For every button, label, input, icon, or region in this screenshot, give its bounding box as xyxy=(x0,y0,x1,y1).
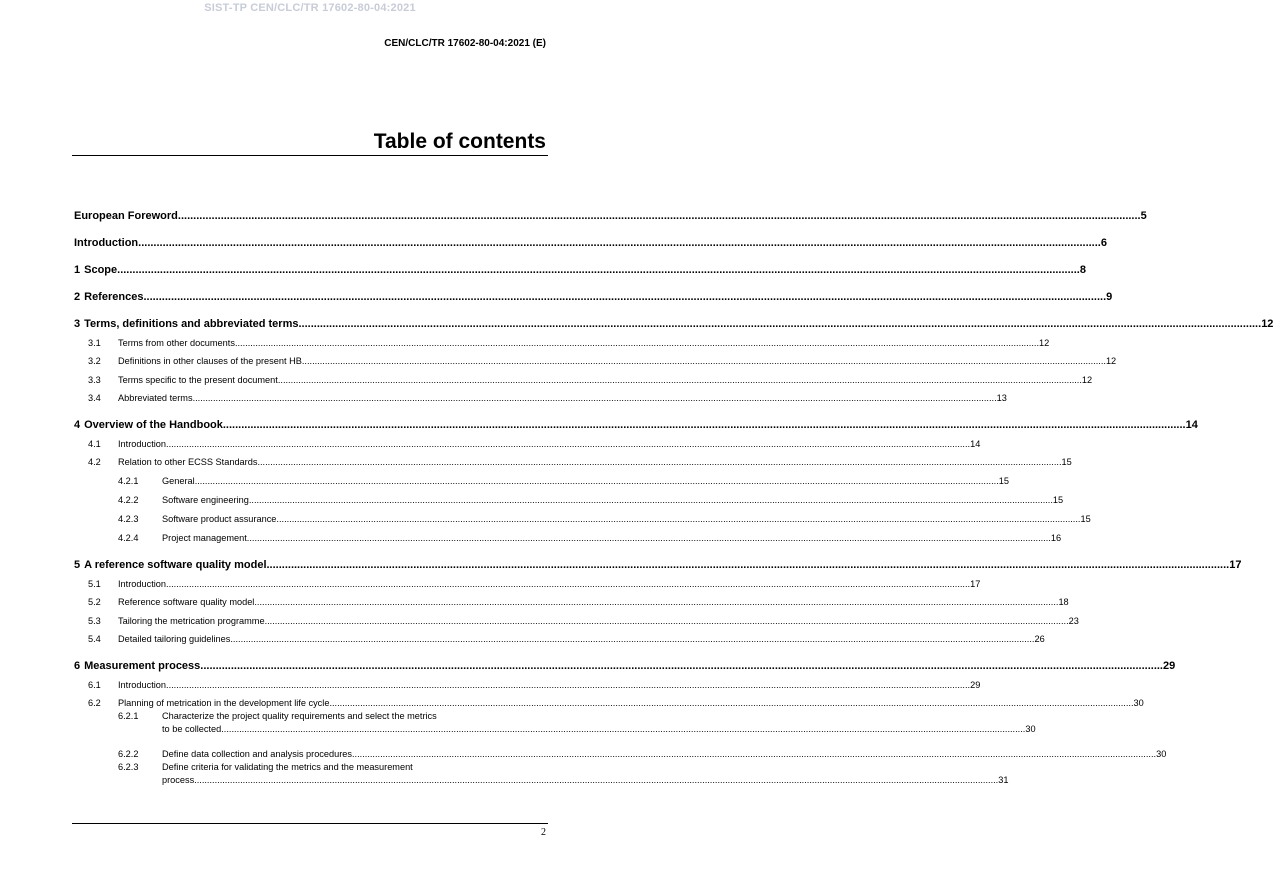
toc-entry[interactable] xyxy=(74,304,1273,331)
toc-entry-page: 30 xyxy=(1025,724,1036,734)
toc-entry-page: 6 xyxy=(1100,237,1107,249)
toc-entry-label: Scope xyxy=(84,264,118,276)
toc-leader-dots xyxy=(194,774,998,787)
toc-entry-page: 12 xyxy=(1105,356,1117,366)
page-title: Table of contents xyxy=(373,130,546,153)
page-number: 2 xyxy=(541,827,546,838)
toc-entry-label: A reference software quality model xyxy=(84,559,267,571)
title-divider xyxy=(72,155,548,156)
toc-leader-dots xyxy=(178,210,1141,223)
toc-entry-number: 4.1 xyxy=(88,438,101,449)
toc-entry-label: Project management xyxy=(162,533,247,543)
toc-entry-page: 13 xyxy=(996,393,1007,403)
toc-entry-page: 14 xyxy=(1185,419,1198,431)
toc-leader-dots xyxy=(352,748,1156,761)
toc-entry-label: Overview of the Handbook xyxy=(84,419,223,431)
toc-leader-dots xyxy=(302,355,1106,368)
document-id-header: CEN/CLC/TR 17602-80-04:2021 (E) xyxy=(384,38,546,49)
toc-entry-label: Measurement process xyxy=(84,660,201,672)
toc-leader-dots xyxy=(193,392,997,405)
toc-entry-page: 5 xyxy=(1140,210,1147,222)
toc-entry-number: 6 xyxy=(74,660,81,672)
toc-entry-label: Definitions in other clauses of the present HB xyxy=(118,356,302,366)
toc-leader-dots xyxy=(138,237,1101,250)
toc-entry-number: 4.2 xyxy=(88,457,101,467)
toc-entry[interactable] xyxy=(74,488,1064,507)
toc-entry-label: Terms from other documents xyxy=(118,337,235,348)
toc-entry[interactable] xyxy=(74,545,1242,572)
toc-entry-number: 1 xyxy=(74,264,81,276)
toc-entry-label: References xyxy=(84,291,144,303)
toc-entry-number: 3 xyxy=(74,318,81,330)
toc-entry[interactable] xyxy=(74,277,1113,304)
toc-entry-number: 5.1 xyxy=(88,578,101,589)
toc-entry-page: 15 xyxy=(998,476,1009,486)
toc-entry[interactable] xyxy=(74,742,1167,761)
toc-entry-label: Terms specific to the present document xyxy=(118,374,278,385)
watermark: SIST-TP CEN/CLC/TR 17602-80-04:2021 xyxy=(204,2,416,14)
toc-entry-page: 29 xyxy=(1163,660,1176,672)
toc-entry-page: 29 xyxy=(970,679,981,690)
toc-entry[interactable] xyxy=(74,609,1079,628)
toc-entry-page: 12 xyxy=(1081,374,1093,385)
toc-entry-label: Software engineering xyxy=(162,495,249,505)
toc-leader-dots xyxy=(267,559,1230,572)
toc-entry-number: 5.4 xyxy=(88,634,101,644)
toc-entry-page: 15 xyxy=(1052,495,1064,505)
toc-entry-number: 4.2.2 xyxy=(118,495,139,505)
table-of-contents xyxy=(74,196,1273,793)
toc-entry-label: Introduction xyxy=(74,237,139,249)
toc-entry-label: Define data collection and analysis procedures xyxy=(162,749,352,759)
toc-entry-page: 17 xyxy=(970,578,981,589)
toc-entry-label: Reference software quality model xyxy=(118,597,255,607)
toc-entry-number: 6.2.1 xyxy=(118,711,139,721)
toc-entry-label: Terms, definitions and abbreviated terms xyxy=(84,318,299,330)
toc-entry[interactable] xyxy=(74,761,1009,793)
toc-leader-dots xyxy=(143,291,1106,304)
toc-entry-page: 17 xyxy=(1229,559,1242,571)
toc-leader-dots xyxy=(247,532,1051,545)
toc-entry-label: Relation to other ECSS Standards xyxy=(118,457,258,467)
toc-entry[interactable] xyxy=(74,368,1093,387)
toc-entry-page: 8 xyxy=(1079,264,1086,276)
toc-entry-number: 4.2.1 xyxy=(118,476,139,486)
toc-entry-label: Planning of metrication in the development life cycle xyxy=(118,698,330,708)
toc-entry-label: Tailoring the metrication programme xyxy=(118,615,265,626)
toc-entry[interactable] xyxy=(74,387,1007,406)
toc-entry-number: 3.2 xyxy=(88,356,101,366)
toc-entry-page: 12 xyxy=(1261,318,1273,330)
toc-entry[interactable] xyxy=(74,469,1009,488)
toc-leader-dots xyxy=(221,723,1025,736)
toc-leader-dots xyxy=(200,660,1163,673)
toc-leader-dots xyxy=(278,374,1082,387)
toc-entry-number: 5.2 xyxy=(88,597,101,607)
toc-entry-page: 15 xyxy=(1061,457,1072,467)
toc-leader-dots xyxy=(117,264,1080,277)
toc-entry-number: 4 xyxy=(74,419,81,431)
toc-leader-dots xyxy=(254,596,1058,609)
toc-entry-label-continued: process xyxy=(162,775,195,785)
toc-entry-number: 3.4 xyxy=(88,393,101,403)
toc-entry-page: 23 xyxy=(1068,615,1079,626)
toc-entry[interactable] xyxy=(74,710,1036,742)
footer-divider xyxy=(72,823,548,824)
toc-entry-page: 30 xyxy=(1133,698,1144,708)
toc-entry[interactable] xyxy=(74,250,1086,277)
toc-entry-page: 15 xyxy=(1080,514,1091,524)
toc-entry-number: 6.2.3 xyxy=(118,762,139,772)
toc-entry[interactable] xyxy=(74,572,981,591)
toc-leader-dots xyxy=(298,318,1261,331)
toc-leader-dots xyxy=(230,633,1034,646)
toc-leader-dots xyxy=(235,337,1039,350)
toc-leader-dots xyxy=(329,697,1133,710)
toc-entry-page: 31 xyxy=(998,775,1009,785)
toc-entry-number: 4.2.4 xyxy=(118,533,139,543)
toc-entry-number: 3.1 xyxy=(88,337,101,348)
toc-entry[interactable] xyxy=(74,451,1072,470)
toc-entry-page: 9 xyxy=(1106,291,1113,303)
toc-entry-page: 26 xyxy=(1034,634,1045,644)
toc-leader-dots xyxy=(257,456,1061,469)
toc-entry-page: 16 xyxy=(1050,533,1062,543)
toc-entry[interactable] xyxy=(74,692,1144,711)
toc-leader-dots xyxy=(249,494,1053,507)
toc-entry[interactable] xyxy=(74,507,1091,526)
toc-entry-label: Detailed tailoring guidelines xyxy=(118,634,231,644)
toc-entry-label: Introduction xyxy=(118,679,167,690)
toc-entry[interactable] xyxy=(74,432,981,451)
toc-entry[interactable] xyxy=(74,628,1045,647)
toc-entry[interactable] xyxy=(74,673,981,692)
toc-entry-label: Software product assurance xyxy=(162,514,277,524)
toc-entry-label: Introduction xyxy=(118,578,167,589)
toc-entry-page: 12 xyxy=(1039,337,1050,348)
toc-entry-number: 6.2 xyxy=(88,698,101,708)
toc-entry-label: Define criteria for validating the metrics and the measurement xyxy=(162,762,413,772)
toc-entry-number: 4.2.3 xyxy=(118,514,139,524)
toc-entry[interactable] xyxy=(74,405,1198,432)
toc-entry-page: 18 xyxy=(1058,597,1069,607)
toc-entry[interactable] xyxy=(74,331,1050,350)
toc-entry-number: 2 xyxy=(74,291,81,303)
toc-entry[interactable] xyxy=(74,646,1176,673)
toc-leader-dots xyxy=(166,578,970,591)
toc-entry[interactable] xyxy=(74,196,1147,223)
toc-entry-label: Characterize the project quality requirements and select the metrics xyxy=(162,711,437,721)
toc-entry-number: 5.3 xyxy=(88,615,101,626)
toc-entry-page: 30 xyxy=(1156,749,1167,759)
toc-entry-label: European Foreword xyxy=(74,210,178,222)
toc-entry[interactable] xyxy=(74,223,1107,250)
toc-leader-dots xyxy=(166,679,970,692)
toc-entry-number: 6.2.2 xyxy=(118,749,139,759)
toc-entry-page: 14 xyxy=(970,438,981,449)
toc-entry[interactable] xyxy=(74,591,1069,610)
toc-entry-number: 6.1 xyxy=(88,679,101,690)
toc-entry[interactable] xyxy=(74,526,1062,545)
toc-entry-number: 5 xyxy=(74,559,81,571)
toc-leader-dots xyxy=(166,438,970,451)
toc-leader-dots xyxy=(195,475,999,488)
toc-leader-dots xyxy=(265,615,1069,628)
toc-entry-number: 3.3 xyxy=(88,374,101,385)
toc-entry-label: General xyxy=(162,476,195,486)
toc-entry[interactable] xyxy=(74,350,1117,369)
toc-entry-label: Abbreviated terms xyxy=(118,393,193,403)
toc-entry-label: Introduction xyxy=(118,438,167,449)
toc-leader-dots xyxy=(276,513,1080,526)
toc-entry-label-continued: to be collected xyxy=(162,724,222,734)
toc-leader-dots xyxy=(223,419,1186,432)
